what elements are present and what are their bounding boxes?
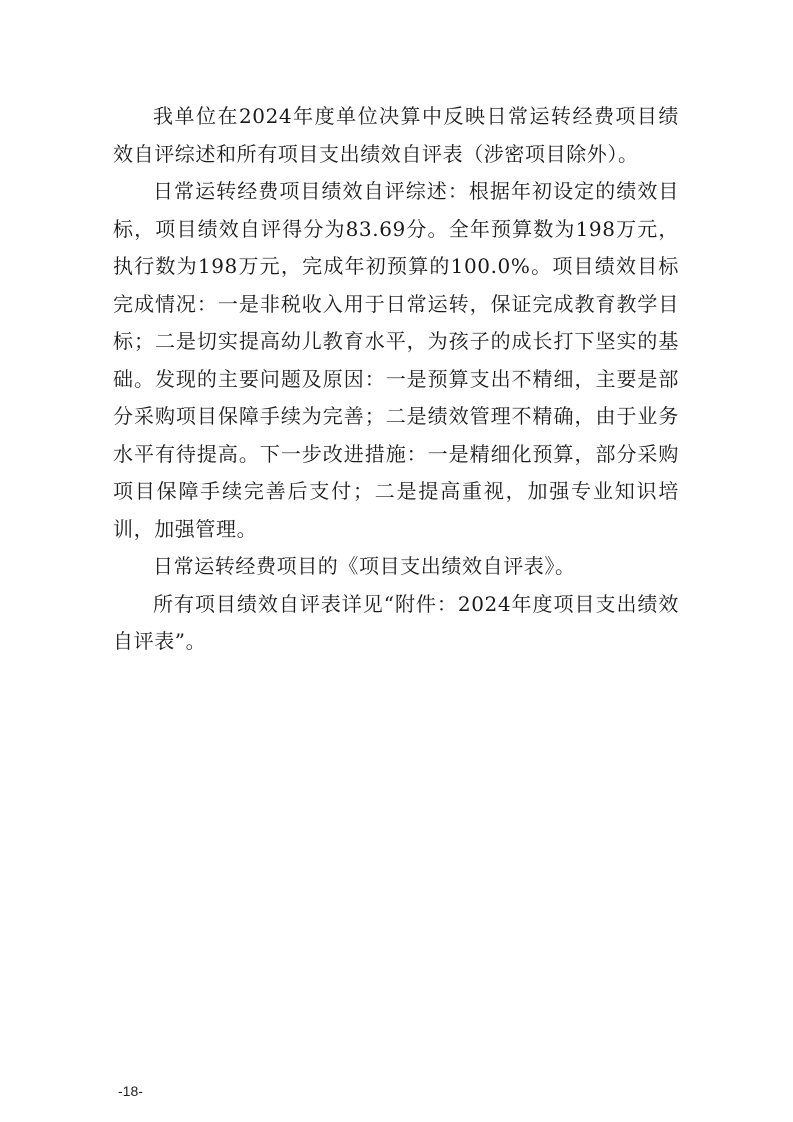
paragraph-intro: 我单位在2024年度单位决算中反映日常运转经费项目绩效自评综述和所有项目支出绩效自评表（涉密项目除外）。: [113, 104, 679, 166]
paragraph-attachment-reference: 所有项目绩效自评表详见“附件：2024年度项目支出绩效自评表”。: [113, 591, 679, 653]
page-number: -18-: [118, 1083, 143, 1099]
body-text: [113, 98, 679, 661]
paragraph-summary: 日常运转经费项目绩效自评综述：根据年初设定的绩效目标，项目绩效自评得分为83.69分。全年预算数为198万元，执行数为198万元，完成年初预算的100.0%。项目绩效目标完成情况：一是非税收入用于日常运转，保证完成教育教学目标；二是切实提高幼儿教育水平，为孩子的成长打下坚实的基础。发现的主要问题及原因：一是预算支出不精细，主要是部分采购项目保障手续为完善；二是绩效管理不精确，由于业务水平有待提高。下一步改进措施：一是精细化预算，部分采购项目保障手续完善后支付；二是提高重视，加强专业知识培训，加强管理。: [113, 179, 679, 541]
paragraph-table-reference: 日常运转经费项目的《项目支出绩效自评表》。: [153, 554, 576, 578]
